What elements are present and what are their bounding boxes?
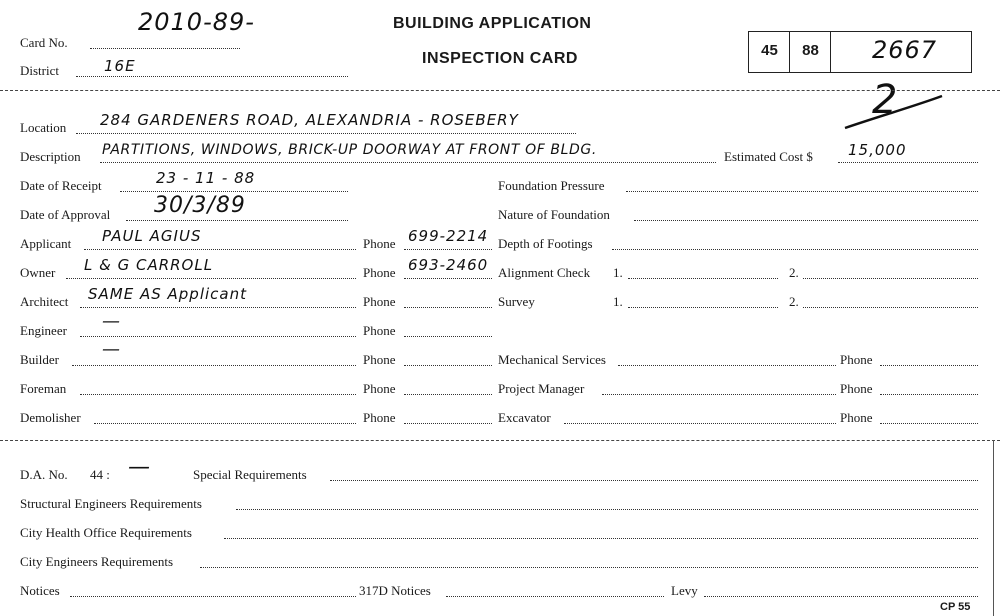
excavator-label: Excavator	[498, 410, 551, 425]
notices-label: Notices	[20, 583, 60, 598]
card-no-line	[90, 48, 240, 49]
builder-label: Builder	[20, 352, 59, 367]
engineer-label: Engineer	[20, 323, 67, 338]
levy-line	[704, 596, 978, 597]
date-receipt-label: Date of Receipt	[20, 178, 102, 193]
demolisher-phone-label: Phone	[363, 410, 396, 425]
structural-requirements-label: Structural Engineers Requirements	[20, 496, 202, 511]
notices-line	[70, 596, 356, 597]
box-divider-2	[830, 31, 831, 73]
box-number-3: 2667	[872, 36, 938, 64]
special-requirements-line	[330, 480, 978, 481]
health-requirements-label: City Health Office Requirements	[20, 525, 192, 540]
demolisher-phone-line	[404, 423, 492, 424]
foreman-phone-label: Phone	[363, 381, 396, 396]
da-no-label: D.A. No.	[20, 467, 68, 482]
corner-stroke	[840, 92, 950, 132]
demolisher-label: Demolisher	[20, 410, 81, 425]
description-line	[100, 162, 716, 163]
nature-foundation-label: Nature of Foundation	[498, 207, 610, 222]
foundation-pressure-label: Foundation Pressure	[498, 178, 605, 193]
alignment-check-1-label: 1.	[613, 265, 623, 280]
excavator-phone-label: Phone	[840, 410, 873, 425]
architect-value: SAME AS Applicant	[88, 285, 247, 303]
demolisher-line	[94, 423, 356, 424]
date-approval-value: 30/3/89	[154, 193, 246, 218]
scan-edge	[993, 440, 994, 616]
alignment-check-2-label: 2.	[789, 265, 799, 280]
architect-line	[80, 307, 356, 308]
excavator-line	[564, 423, 836, 424]
foreman-phone-line	[404, 394, 492, 395]
builder-value: —	[102, 339, 121, 360]
alignment-check-1-line	[628, 278, 778, 279]
applicant-label: Applicant	[20, 236, 72, 251]
title-line1: BUILDING APPLICATION	[393, 15, 592, 32]
date-approval-label: Date of Approval	[20, 207, 111, 222]
alignment-check-2-line	[803, 278, 978, 279]
builder-phone-label: Phone	[363, 352, 396, 367]
architect-phone-line	[404, 307, 492, 308]
engineer-line	[80, 336, 356, 337]
district-label: District	[20, 63, 59, 78]
survey-label: Survey	[498, 294, 535, 309]
project-manager-line	[602, 394, 836, 395]
form-code: CP 55	[940, 601, 971, 613]
notices-317d-label: 317D Notices	[359, 583, 431, 598]
foundation-pressure-line	[626, 191, 978, 192]
mechanical-services-label: Mechanical Services	[498, 352, 606, 367]
structural-requirements-line	[236, 509, 978, 510]
architect-label: Architect	[20, 294, 69, 309]
title-line2: INSPECTION CARD	[422, 50, 578, 67]
location-label: Location	[20, 120, 67, 135]
depth-footings-label: Depth of Footings	[498, 236, 593, 251]
middle-divider	[0, 440, 1000, 441]
builder-line	[72, 365, 356, 366]
notices-317d-line	[446, 596, 664, 597]
project-manager-phone-label: Phone	[840, 381, 873, 396]
builder-phone-line	[404, 365, 492, 366]
project-manager-label: Project Manager	[498, 381, 585, 396]
estimated-cost-label: Estimated Cost $	[724, 149, 813, 164]
alignment-check-label: Alignment Check	[498, 265, 591, 280]
district-line	[76, 76, 348, 77]
owner-phone-value: 693-2460	[408, 256, 489, 274]
special-requirements-label: Special Requirements	[193, 467, 307, 482]
district-value: 16E	[104, 57, 136, 75]
box-number-1: 45	[761, 42, 778, 59]
location-value: 284 GARDENERS ROAD, ALEXANDRIA - ROSEBERY	[100, 111, 519, 129]
da-no-dash: —	[128, 455, 151, 480]
description-label: Description	[20, 149, 81, 164]
city-engineers-requirements-label: City Engineers Requirements	[20, 554, 174, 569]
date-approval-line	[126, 220, 348, 221]
corner-mark: 2	[872, 77, 899, 123]
depth-footings-line	[612, 249, 978, 250]
foreman-label: Foreman	[20, 381, 67, 396]
owner-phone-label: Phone	[363, 265, 396, 280]
estimated-cost-line	[838, 162, 978, 163]
mechanical-phone-label: Phone	[840, 352, 873, 367]
survey-1-label: 1.	[613, 294, 623, 309]
applicant-value: PAUL AGIUS	[102, 227, 202, 245]
engineer-value: —	[102, 311, 121, 332]
architect-phone-label: Phone	[363, 294, 396, 309]
health-requirements-line	[224, 538, 978, 539]
date-receipt-line	[120, 191, 348, 192]
applicant-phone-line	[404, 249, 492, 250]
foreman-line	[80, 394, 356, 395]
da-no-value: 44 :	[90, 467, 110, 482]
levy-label: Levy	[671, 583, 698, 598]
survey-1-line	[628, 307, 778, 308]
header-divider	[0, 90, 1000, 91]
description-value: PARTITIONS, WINDOWS, BRICK-UP DOORWAY AT FRONT OF BLDG.	[102, 142, 597, 158]
mechanical-services-line	[618, 365, 836, 366]
location-line	[76, 133, 576, 134]
mechanical-phone-line	[880, 365, 978, 366]
box-number-2: 88	[802, 42, 819, 59]
excavator-phone-line	[880, 423, 978, 424]
city-engineers-requirements-line	[200, 567, 978, 568]
box-divider-1	[789, 31, 790, 73]
card-no-label: Card No.	[20, 35, 68, 50]
applicant-line	[84, 249, 356, 250]
owner-line	[66, 278, 356, 279]
applicant-phone-label: Phone	[363, 236, 396, 251]
owner-label: Owner	[20, 265, 56, 280]
owner-phone-line	[404, 278, 492, 279]
date-receipt-value: 23 - 11 - 88	[156, 169, 256, 187]
project-manager-phone-line	[880, 394, 978, 395]
engineer-phone-line	[404, 336, 492, 337]
engineer-phone-label: Phone	[363, 323, 396, 338]
survey-2-label: 2.	[789, 294, 799, 309]
applicant-phone-value: 699-2214	[408, 227, 489, 245]
estimated-cost-value: 15,000	[848, 141, 907, 159]
owner-value: L & G CARROLL	[84, 256, 214, 274]
survey-2-line	[803, 307, 978, 308]
card-no-value: 2010-89-	[138, 8, 255, 36]
nature-foundation-line	[634, 220, 978, 221]
